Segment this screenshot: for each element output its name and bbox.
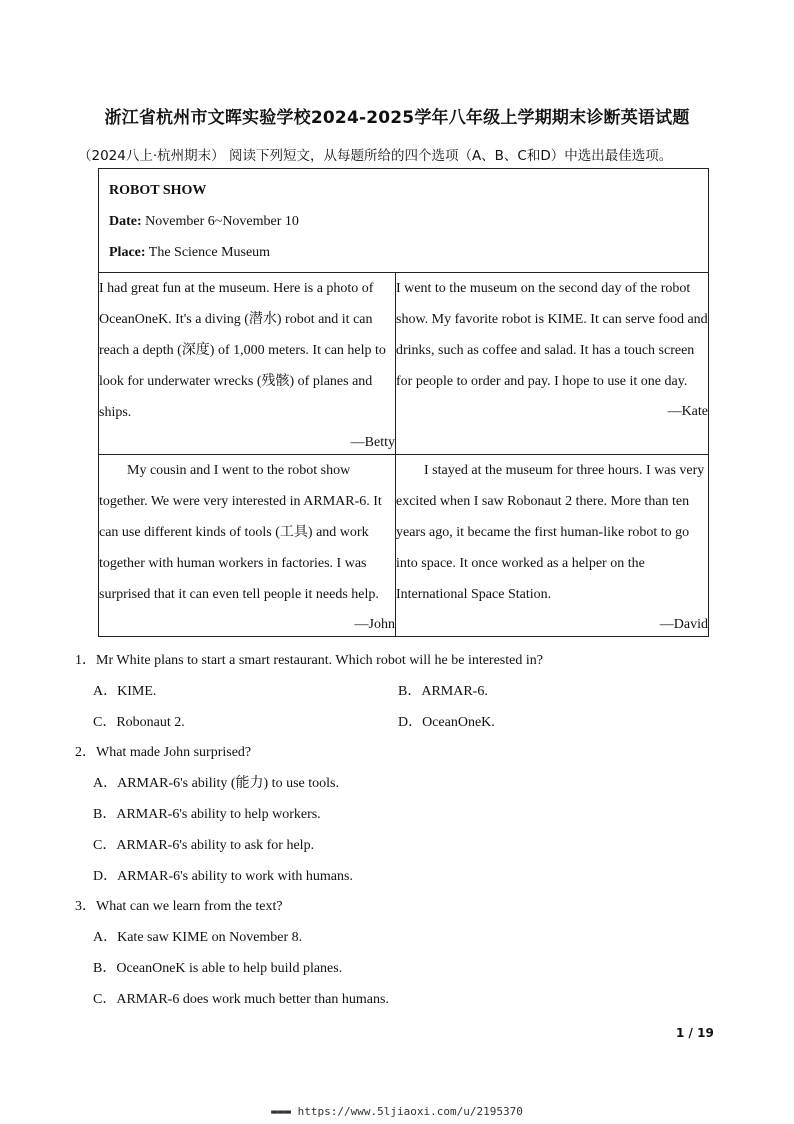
instructions: （2024八上·杭州期末） 阅读下列短文，从每题所给的四个选项（A、B、C和D）中选出最佳选项。 (78, 148, 673, 164)
q2-option-a[interactable]: A．ARMAR-6's ability (能力) to use tools. (93, 776, 339, 791)
show-heading: ROBOT SHOW (109, 183, 207, 198)
show-place: Place: The Science Museum (109, 245, 271, 260)
question-2: 2．What made John surprised? (75, 745, 252, 760)
q2-option-c[interactable]: C．ARMAR-6's ability to ask for help. (93, 838, 315, 853)
question-1: 1．Mr White plans to start a smart restaurant. Which robot will he be interested in? (75, 653, 543, 668)
show-date: Date: November 6~November 10 (109, 214, 299, 229)
page-number: 1 / 19 (676, 1026, 714, 1040)
post-john: My cousin and I went to the robot show together. We were very interested in ARMAR-6. It can use different kinds of tools (工具) and work together with human workers in factories. I was surprised that it can even tell people it needs help. —John (99, 455, 396, 637)
show-header-cell (99, 169, 709, 273)
q3-option-c[interactable]: C．ARMAR-6 does work much better than humans. (93, 992, 389, 1007)
author-betty: —Betty (350, 435, 395, 450)
author-kate: —Kate (667, 404, 708, 419)
post-kate: I went to the museum on the second day of the robot show. My favorite robot is KIME. It can serve food and drinks, such as coffee and salad. It has a touch screen for people to order and pay. I hope to use it one day. —Kate (396, 273, 709, 455)
q2-option-d[interactable]: D．ARMAR-6's ability to work with humans. (93, 869, 353, 884)
robot-show-table (98, 168, 709, 637)
exam-title: 浙江省杭州市文晖实验学校2024-2025学年八年级上学期期末诊断英语试题 (104, 108, 690, 128)
q1-option-a[interactable]: A．KIME. (93, 684, 157, 699)
q3-option-b[interactable]: B．OceanOneK is able to help build planes. (93, 961, 343, 976)
footer-link[interactable]: ▬▬▬ https://www.5ljiaoxi.com/u/2195370 (271, 1105, 523, 1118)
author-david: —David (659, 617, 708, 632)
question-3: 3．What can we learn from the text? (75, 899, 283, 914)
q3-option-a[interactable]: A．Kate saw KIME on November 8. (93, 930, 303, 945)
author-john: —John (354, 617, 395, 632)
post-betty: I had great fun at the museum. Here is a photo of OceanOneK. It's a diving (潜水) robot and it can reach a depth (深度) of 1,000 meters. It can help to look for underwater wrecks (残骸) of planes and ships. —Betty (99, 273, 396, 455)
q2-option-b[interactable]: B．ARMAR-6's ability to help workers. (93, 807, 321, 822)
post-david: I stayed at the museum for three hours. I was very excited when I saw Robonaut 2 there. More than ten years ago, it became the first human-like robot to go into space. It once worked as a helper on the International Space Station. —David (396, 455, 709, 637)
q1-option-d[interactable]: D．OceanOneK. (398, 715, 495, 730)
q1-option-c[interactable]: C．Robonaut 2. (93, 715, 185, 730)
q1-option-b[interactable]: B．ARMAR-6. (398, 684, 488, 699)
